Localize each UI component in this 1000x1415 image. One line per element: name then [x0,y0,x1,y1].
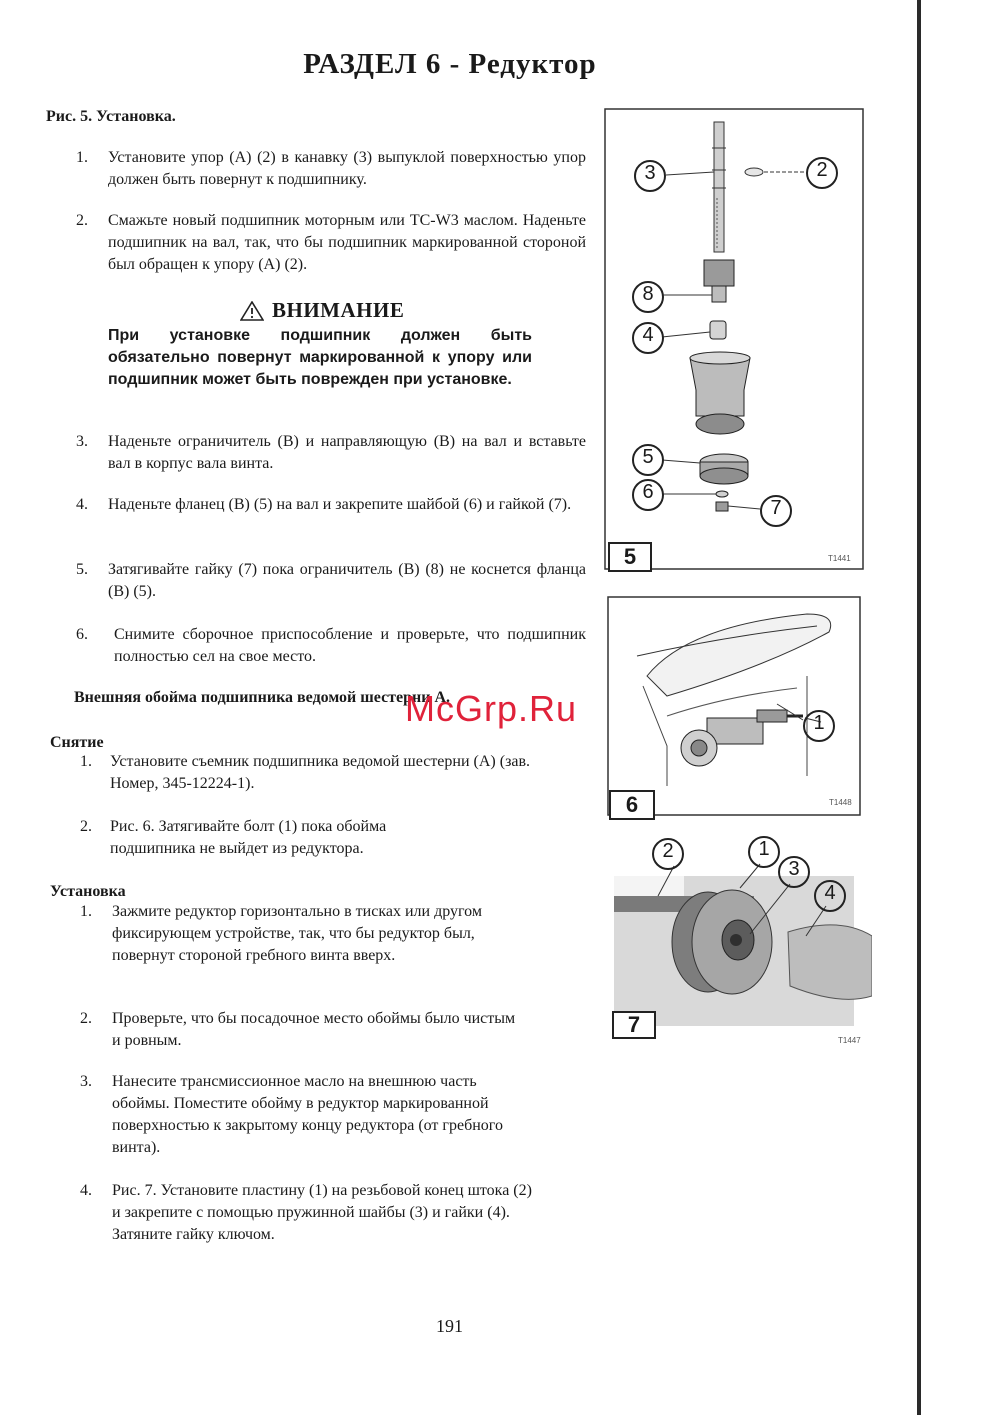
removal-heading: Снятие [50,734,104,751]
section-title: РАЗДЕЛ 6 - Редуктор [303,48,597,80]
figure-6-label: 6 [609,790,655,820]
callout-7: 7 [760,495,792,527]
figure-7-label: 7 [612,1011,656,1039]
list-item [80,1071,540,1161]
warning-text: При установке подшипник должен быть обязательно повернут маркированной к упору или подшипник может быть поврежден при установке. [108,327,532,388]
callout-3: 3 [778,856,810,888]
list-item-text: Наденьте ограничитель (B) и направляющую (B) на вал и вставьте вал в корпус вала винта. [108,433,586,472]
figure-5-label: 5 [608,542,652,572]
list-item-number: 5. [76,561,88,578]
list-item-text: Проверьте, что бы посадочное место обоймы было чистым и ровным. [112,1010,516,1049]
list-item [80,901,520,991]
list-item-text: Снимите сборочное приспособление и проверьте, что подшипник полностью сел на свое место. [114,626,586,665]
list-item-text: Рис. 6. Затягивайте болт (1) пока обойма подшипника не выйдет из редуктора. [110,818,387,857]
page-number: 191 [436,1316,463,1336]
callout-4: 4 [632,322,664,354]
warning-title: ВНИМАНИЕ [272,298,405,322]
list-item [76,210,586,278]
watermark-text: McGrp.Ru [405,688,578,729]
list-item-text: Установите съемник подшипника ведомой шестерни (A) (зав. Номер, 345-12224-1). [110,753,531,792]
figure-6 [607,596,863,818]
list-item-number: 3. [80,1073,92,1090]
list-item-text: Смажьте новый подшипник моторным или TC-W3 маслом. Наденьте подшипник на вал, так, что бы подшипник маркированной стороной был обращен к упору (A) (2). [108,212,586,273]
callout-6: 6 [632,479,664,511]
list-item-text: Рис. 7. Установите пластину (1) на резьбовой конец штока (2) и закрепите с помощью пружинной шайбы (3) и гайки (4). Затяните гайку ключом. [112,1182,532,1243]
callout-5: 5 [632,444,664,476]
list-item-text: Нанесите трансмиссионное масло на внешнюю часть обоймы. Поместите обойму в редуктор маркированной поверхностью к закрытому концу редуктора (от гребного винта). [112,1073,503,1156]
list-item [80,816,540,862]
callout-3: 3 [634,160,666,192]
warning-header [240,298,480,326]
figure-7 [610,836,872,1048]
list-item-number: 3. [76,433,88,450]
list-item [76,431,586,477]
callout-4: 4 [814,880,846,912]
figure-7-code: T1447 [838,1036,861,1045]
list-item-number: 4. [80,1182,92,1199]
list-item-number: 1. [80,753,92,770]
list-item [80,1180,540,1250]
warning-triangle-icon [240,301,264,321]
list-item [76,147,586,193]
figure-5-code: T1441 [828,554,851,563]
list-item [76,494,586,540]
list-item-number: 1. [76,149,88,166]
list-item-text: Затягивайте гайку (7) пока ограничитель (B) (8) не коснется фланца (B) (5). [108,561,586,600]
list-item-number: 6. [76,626,88,643]
fig5-heading: Рис. 5. Установка. [46,108,176,125]
list-item-number: 2. [80,1010,92,1027]
callout-8: 8 [632,281,664,313]
list-item [76,624,586,670]
figure-6-code: T1448 [829,798,852,807]
figure-6-drawing [607,596,863,818]
list-item-text: Наденьте фланец (B) (5) на вал и закрепите шайбой (6) и гайкой (7). [108,496,572,513]
list-item [76,559,586,605]
list-item-number: 4. [76,496,88,513]
list-item-text: Зажмите редуктор горизонтально в тисках или другом фиксирующем устройстве, так, что бы редуктор был, повернут стороной гребного винта вверх. [112,903,482,964]
list-item [80,1008,540,1054]
callout-1: 1 [803,710,835,742]
list-item [80,751,540,797]
install-heading: Установка [50,883,126,900]
callout-2: 2 [652,838,684,870]
callout-2: 2 [806,157,838,189]
race-heading: Внешняя обойма подшипника ведомой шестерни A. [74,689,451,706]
list-item-text: Установите упор (A) (2) в канавку (3) выпуклой поверхностью упор должен быть повернут к подшипнику. [108,149,586,188]
list-item-number: 1. [80,903,92,920]
figure-5 [604,108,866,572]
callout-1: 1 [748,836,780,868]
list-item-number: 2. [80,818,92,835]
page-edge-rule [917,0,921,1415]
list-item-number: 2. [76,212,88,229]
